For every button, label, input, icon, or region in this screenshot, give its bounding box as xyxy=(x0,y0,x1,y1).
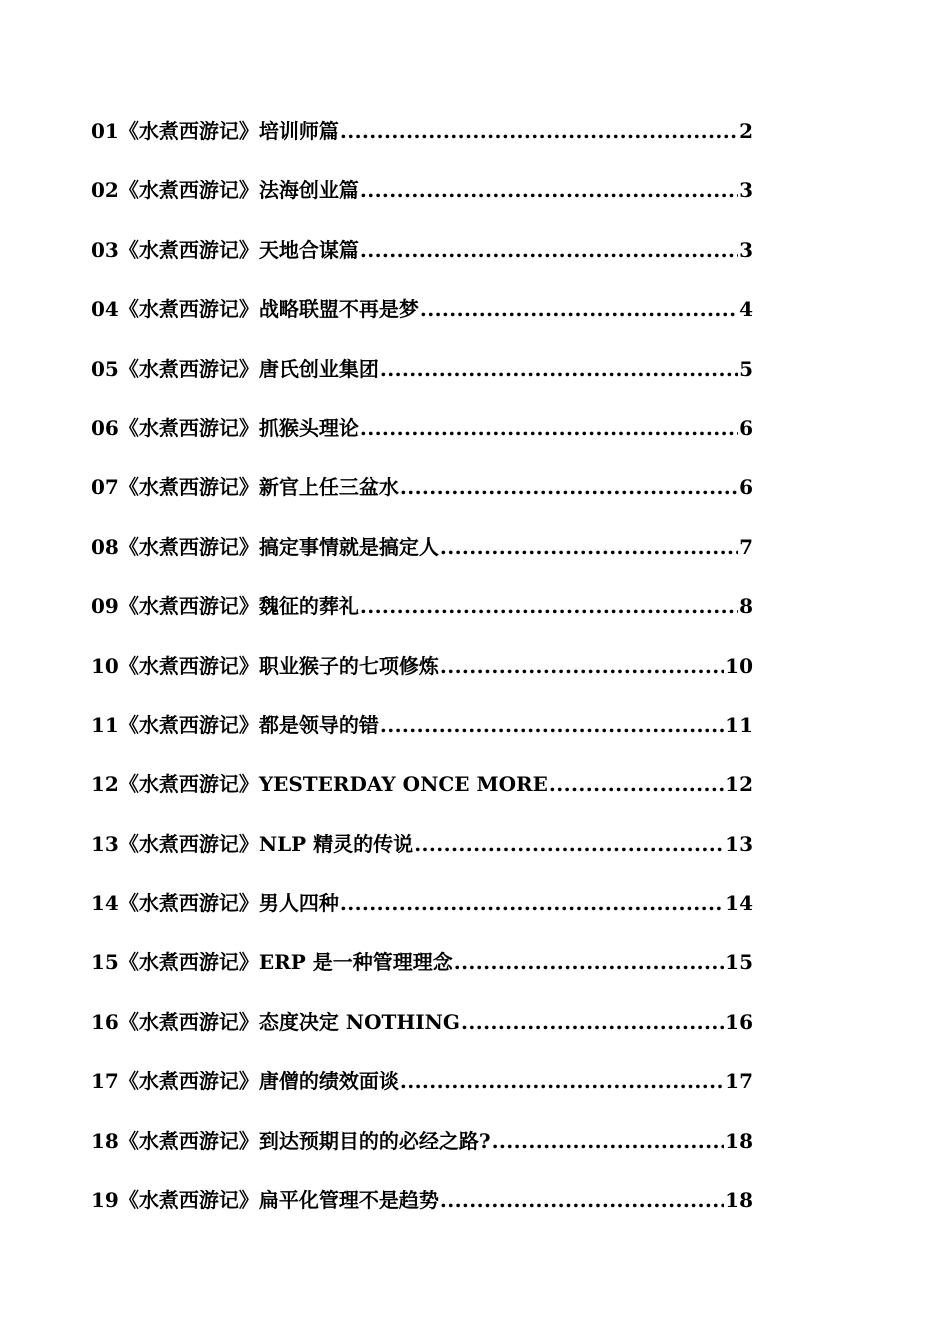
toc-entry-title: 09《水煮西游记》魏征的葬礼 xyxy=(91,594,359,619)
toc-entry-title: 10《水煮西游记》职业猴子的七项修炼 xyxy=(91,653,439,678)
toc-dot-leader xyxy=(340,119,738,143)
toc-entry[interactable] xyxy=(91,1184,753,1243)
toc-entry-page: 18 xyxy=(725,1188,753,1213)
toc-entry[interactable] xyxy=(91,412,753,471)
toc-dot-leader xyxy=(420,297,738,321)
toc-entry-page: 4 xyxy=(739,297,753,322)
toc-entry-title: 18《水煮西游记》到达预期目的的必经之路? xyxy=(91,1128,491,1153)
toc-entry[interactable] xyxy=(91,531,753,590)
toc-dot-leader xyxy=(360,238,738,262)
toc-dot-leader xyxy=(360,594,738,618)
toc-entry[interactable] xyxy=(91,293,753,352)
toc-entry-title: 16《水煮西游记》态度决定 NOTHING xyxy=(91,1009,460,1034)
toc-entry-page: 12 xyxy=(725,772,753,797)
toc-dot-leader xyxy=(380,357,738,381)
toc-entry[interactable] xyxy=(91,709,753,768)
toc-entry-page: 10 xyxy=(725,653,753,678)
toc-entry-title: 08《水煮西游记》搞定事情就是搞定人 xyxy=(91,534,439,559)
toc-entry-title: 06《水煮西游记》抓猴头理论 xyxy=(91,415,359,440)
toc-entry-page: 8 xyxy=(739,594,753,619)
toc-dot-leader xyxy=(440,654,724,678)
toc-dot-leader xyxy=(440,535,738,559)
toc-entry[interactable] xyxy=(91,353,753,412)
toc-entry-title: 11《水煮西游记》都是领导的错 xyxy=(91,712,379,737)
toc-dot-leader xyxy=(400,1069,724,1093)
toc-dot-leader xyxy=(440,1188,724,1212)
toc-entry-page: 6 xyxy=(739,475,753,500)
toc-entry[interactable] xyxy=(91,590,753,649)
toc-entry[interactable] xyxy=(91,174,753,233)
toc-entry-page: 16 xyxy=(725,1009,753,1034)
toc-entry-title: 04《水煮西游记》战略联盟不再是梦 xyxy=(91,297,419,322)
toc-entry-title: 03《水煮西游记》天地合谋篇 xyxy=(91,237,359,262)
toc-dot-leader xyxy=(492,1129,725,1153)
toc-entry-title: 07《水煮西游记》新官上任三盆水 xyxy=(91,475,399,500)
toc-entry[interactable] xyxy=(91,828,753,887)
toc-entry-page: 5 xyxy=(739,356,753,381)
toc-dot-leader xyxy=(454,950,724,974)
table-of-contents xyxy=(91,115,753,1243)
toc-entry-page: 14 xyxy=(725,891,753,916)
toc-entry[interactable] xyxy=(91,887,753,946)
toc-entry-page: 13 xyxy=(725,831,753,856)
toc-entry-title: 13《水煮西游记》NLP 精灵的传说 xyxy=(91,831,414,856)
toc-dot-leader xyxy=(380,713,724,737)
toc-entry-title: 02《水煮西游记》法海创业篇 xyxy=(91,178,359,203)
toc-entry[interactable] xyxy=(91,1006,753,1065)
toc-entry-page: 17 xyxy=(725,1069,753,1094)
toc-entry-page: 3 xyxy=(739,178,753,203)
toc-entry[interactable] xyxy=(91,1065,753,1124)
toc-entry-title: 19《水煮西游记》扁平化管理不是趋势 xyxy=(91,1188,439,1213)
toc-entry-page: 11 xyxy=(725,712,753,737)
toc-entry-page: 6 xyxy=(739,415,753,440)
toc-entry[interactable] xyxy=(91,946,753,1005)
toc-entry[interactable] xyxy=(91,1125,753,1184)
toc-entry-page: 3 xyxy=(739,237,753,262)
toc-entry-page: 15 xyxy=(725,950,753,975)
toc-entry[interactable] xyxy=(91,471,753,530)
toc-dot-leader xyxy=(400,475,738,499)
toc-entry-title: 15《水煮西游记》ERP 是一种管理理念 xyxy=(91,950,453,975)
toc-entry[interactable] xyxy=(91,115,753,174)
toc-entry-page: 2 xyxy=(739,119,753,143)
toc-dot-leader xyxy=(549,772,724,796)
toc-entry[interactable] xyxy=(91,768,753,827)
toc-entry[interactable] xyxy=(91,234,753,293)
toc-entry-title: 17《水煮西游记》唐僧的绩效面谈 xyxy=(91,1069,399,1094)
toc-entry-title: 12《水煮西游记》YESTERDAY ONCE MORE xyxy=(91,772,548,797)
toc-entry-page: 7 xyxy=(739,534,753,559)
toc-entry-title: 05《水煮西游记》唐氏创业集团 xyxy=(91,356,379,381)
toc-entry-title: 14《水煮西游记》男人四种 xyxy=(91,891,339,916)
toc-entry[interactable] xyxy=(91,650,753,709)
toc-dot-leader xyxy=(360,416,738,440)
toc-dot-leader xyxy=(340,891,724,915)
toc-dot-leader xyxy=(414,832,724,856)
toc-entry-title: 01《水煮西游记》培训师篇 xyxy=(91,119,339,143)
toc-entry-page: 18 xyxy=(725,1128,753,1153)
toc-dot-leader xyxy=(360,178,738,202)
toc-dot-leader xyxy=(461,1010,724,1034)
